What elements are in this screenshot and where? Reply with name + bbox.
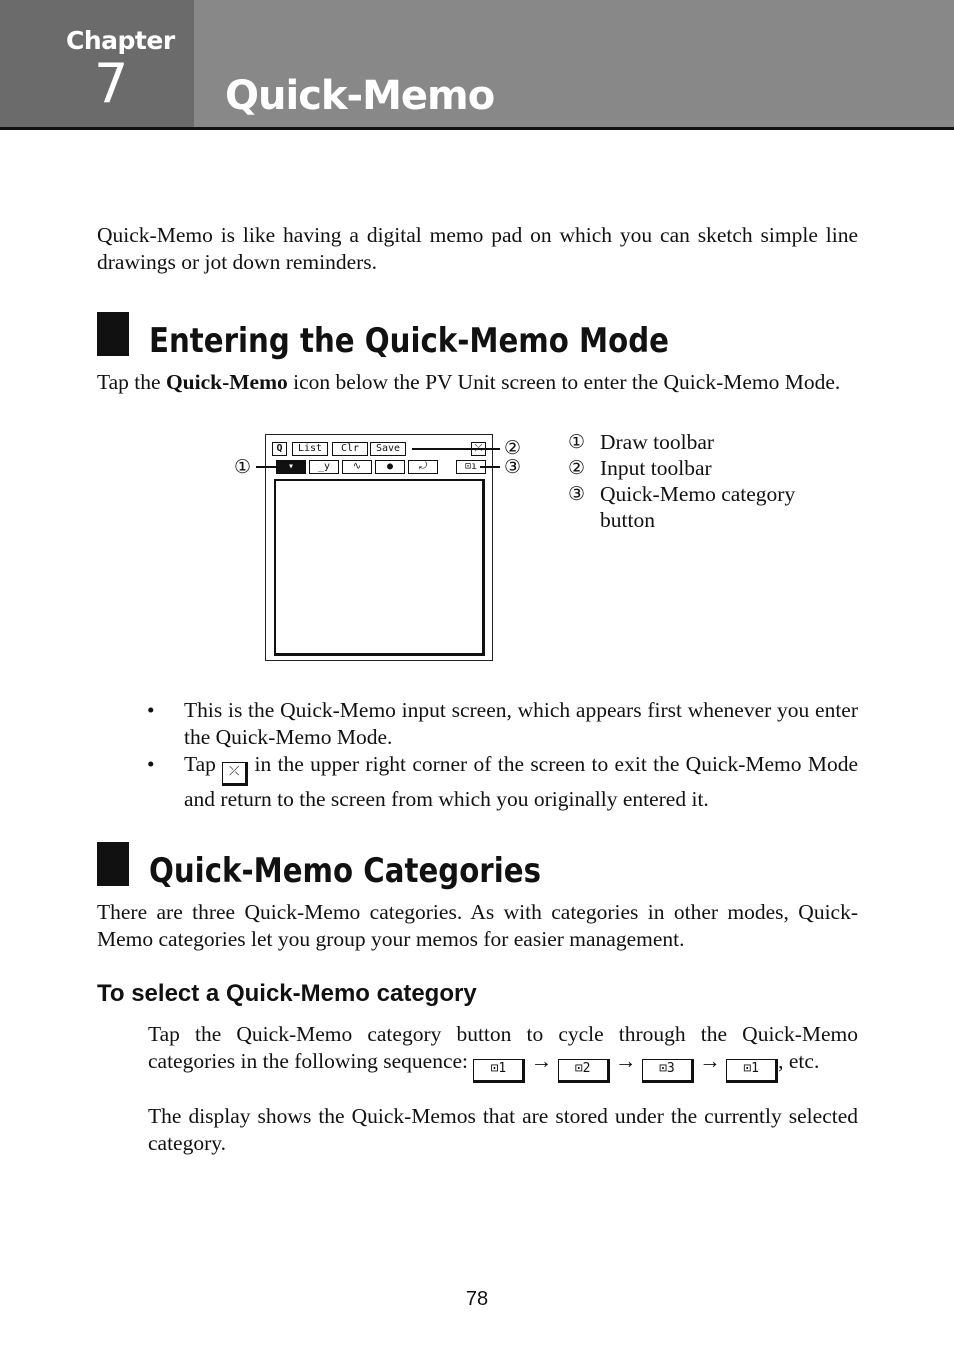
chapter-number: 7	[94, 52, 129, 115]
sequence-arrow: →	[699, 1049, 721, 1073]
drawing-area[interactable]	[274, 479, 485, 656]
chapter-label: Chapter	[66, 26, 175, 55]
legend-text: Quick-Memo category button	[600, 482, 796, 532]
callout-line-3	[480, 466, 500, 468]
procedure-step	[148, 1021, 858, 1083]
callout-number-1: ①	[234, 456, 252, 478]
legend-item	[568, 429, 828, 455]
legend-number: ②	[568, 457, 586, 479]
line-width-icon[interactable]: _y	[309, 460, 339, 474]
eraser-icon[interactable]: ●	[375, 460, 405, 474]
section2-paragraph: There are three Quick-Memo categories. As with categories in other modes, Quick-Memo categories let you group your memos for easier management.	[97, 900, 858, 951]
quick-memo-logo-icon: Q	[272, 442, 287, 456]
undo-icon[interactable]: ⤾	[408, 460, 438, 474]
quick-memo-term: Quick-Memo	[165, 370, 288, 394]
legend-item	[568, 455, 828, 481]
quick-memo-screen-figure	[265, 434, 493, 661]
step-text: Tap the Quick-Memo category button to cycle through the Quick-Memo categories in the following sequence:	[148, 1022, 858, 1073]
draw-toolbar	[272, 460, 486, 474]
bullet-item	[147, 697, 858, 751]
section-title-entering: Entering the Quick-Memo Mode	[149, 321, 670, 361]
save-button[interactable]: Save	[370, 442, 406, 456]
section-title-categories: Quick-Memo Categories	[149, 851, 541, 891]
freehand-icon[interactable]: ∿	[342, 460, 372, 474]
section1-para-prefix: Tap the	[97, 370, 166, 394]
bullet-dot: •	[147, 698, 155, 722]
sequence-arrow: →	[530, 1049, 553, 1073]
bullet-item	[147, 751, 858, 813]
bullet-dot: •	[147, 752, 155, 776]
callout-number-3: ③	[504, 456, 522, 478]
legend-number: ③	[568, 483, 586, 505]
bullet-prefix: Tap	[184, 752, 223, 776]
callout-line-2	[412, 448, 500, 450]
section-marker	[97, 842, 129, 886]
bullet-text: This is the Quick-Memo input screen, which appears first whenever you enter the Quick-Memo Mode.	[184, 698, 858, 749]
category-1-icon: ⊡1	[726, 1059, 778, 1083]
bullet-list	[147, 697, 858, 813]
category-2-icon: ⊡2	[558, 1059, 610, 1083]
procedure-heading: To select a Quick-Memo category	[97, 980, 477, 1007]
clear-button[interactable]: Clr	[332, 442, 368, 456]
legend-text: Draw toolbar	[600, 430, 715, 454]
header-rule	[0, 127, 954, 130]
legend-item	[568, 481, 828, 533]
page-title: Quick-Memo	[225, 73, 495, 119]
bullet-suffix: in the upper right corner of the screen to exit the Quick-Memo Mode and return to the screen from which you originally entered it.	[184, 752, 858, 811]
chapter-header	[0, 0, 954, 128]
legend-text: Input toolbar	[600, 456, 712, 480]
procedure-note: The display shows the Quick-Memos that are stored under the currently selected category.	[148, 1104, 858, 1155]
section1-para-suffix: icon below the PV Unit screen to enter the Quick-Memo Mode.	[287, 370, 841, 394]
section1-paragraph	[97, 369, 858, 396]
category-3-icon: ⊡3	[642, 1059, 694, 1083]
close-icon: ⤫	[222, 762, 248, 786]
intro-paragraph: Quick-Memo is like having a digital memo pad on which you can sketch simple line drawings or jot down reminders.	[97, 223, 858, 274]
category-1-icon: ⊡1	[473, 1059, 525, 1083]
list-button[interactable]: List	[292, 442, 328, 456]
figure-legend	[568, 429, 828, 533]
sequence-arrow: →	[615, 1049, 637, 1073]
callout-number-2: ②	[504, 437, 522, 459]
page-number: 78	[465, 1288, 489, 1310]
pen-tool-icon[interactable]: ▾	[276, 460, 306, 474]
callout-line-1	[256, 466, 282, 468]
step-suffix: , etc.	[778, 1049, 820, 1073]
category-button-icon[interactable]: ⊡ı	[456, 460, 486, 474]
legend-number: ①	[568, 431, 586, 453]
section-marker	[97, 312, 129, 356]
